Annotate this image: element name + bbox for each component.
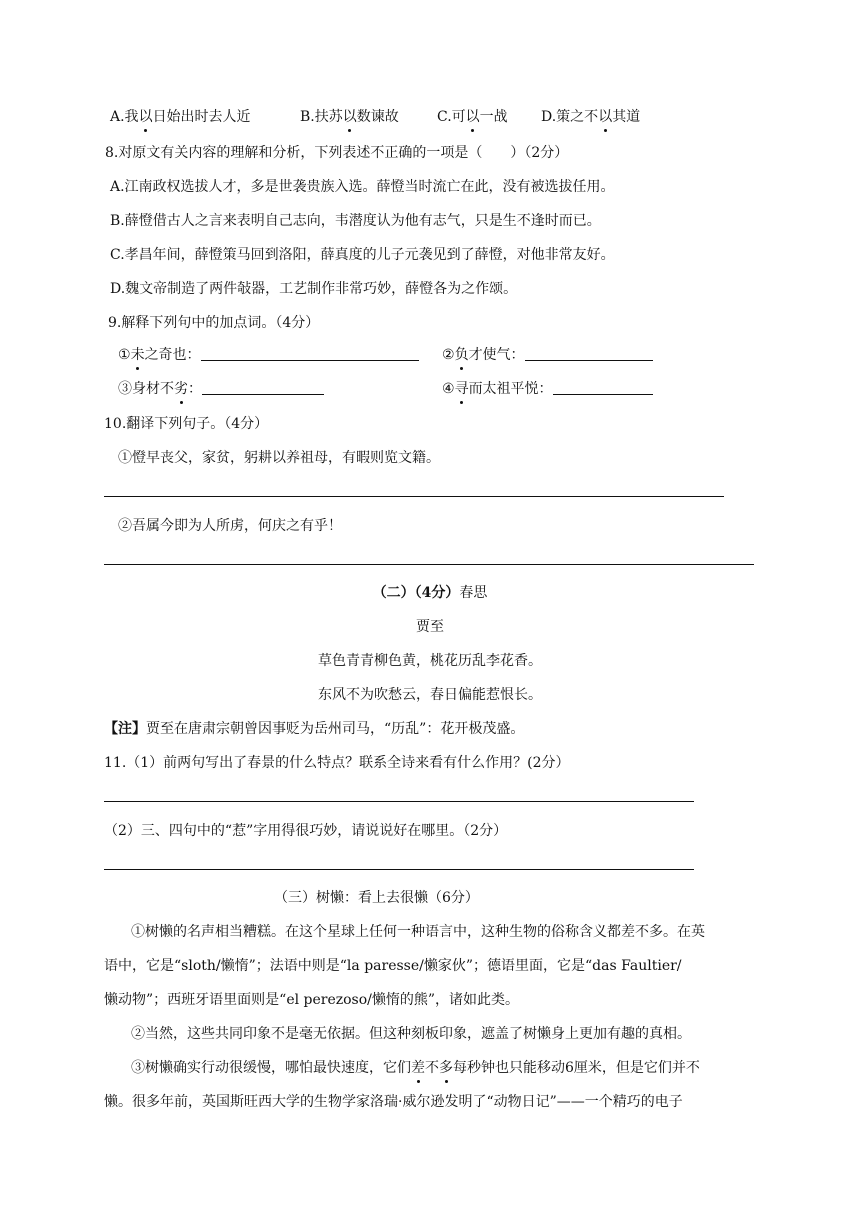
q9-stem: 9.解释下列句中的加点词。（4分） (108, 315, 320, 331)
emphasis-dot-char: 以 (465, 109, 480, 125)
emphasis-dot-char: 差 (411, 1060, 425, 1076)
answer-blank[interactable] (525, 346, 653, 361)
poem-line-2: 东风不为吹愁云，春日偏能惹恨长。 (318, 687, 542, 703)
emphasis-dot-char: 以 (138, 109, 153, 125)
q8-option-a: A.江南政权选拔人才，多是世袭贵族入选。薛憕当时流亡在此，没有被选拔任用。 (110, 179, 615, 195)
part3-para-2: ②当然，这些共同印象不是毫无依据。但这种刻板印象，遮盖了树懒身上更加有趣的真相。 (131, 1026, 691, 1042)
answer-line[interactable] (104, 801, 694, 802)
q9-item-1: ①未之奇也： (118, 345, 419, 365)
q10-stem: 10.翻译下列句子。（4分） (104, 416, 269, 432)
q10-sentence-2: ②吾属今即为人所虏，何庆之有乎！ (118, 518, 342, 534)
poem-author: 贾至 (416, 619, 444, 635)
part3-para-3-line-2: 懒。很多年前，英国斯旺西大学的生物学家洛瑞·威尔逊发明了“动物日记”——一个精巧的电子 (104, 1094, 683, 1110)
q7-option-a: A.我以日始出时去人近 (110, 109, 251, 125)
answer-line[interactable] (104, 564, 754, 565)
poem-note: 【注】贾至在唐肃宗朝曾因事贬为岳州司马，“历乱”：花开极茂盛。 (104, 721, 525, 737)
q8-option-b: B.薛憕借古人之言来表明自己志向，韦潜度认为他有志气，只是生不逢时而已。 (110, 213, 601, 229)
q7-option-c: C.可以一战 (437, 109, 508, 125)
part3-para-1-line-3: 懒动物”；西班牙语里面则是“el perezoso/懒惰的熊”，诸如此类。 (104, 992, 520, 1008)
emphasis-dot-char: 以 (598, 109, 613, 125)
answer-blank[interactable] (201, 346, 419, 361)
part3-para-3-line-1: ③树懒确实行动很缓慢，哪怕最快速度，它们差不多每秒钟也只能移动6厘米，但是它们并不 (131, 1060, 700, 1076)
q8-option-d: D.魏文帝制造了两件敧器，工艺制作非常巧妙，薛憕各为之作颂。 (110, 281, 518, 297)
answer-blank[interactable] (553, 380, 653, 395)
answer-line[interactable] (104, 496, 724, 497)
q10-sentence-1: ①憕早丧父，家贫，躬耕以养祖母，有暇则览文籍。 (118, 450, 440, 466)
poem-line-1: 草色青青柳色黄，桃花历乱李花香。 (318, 653, 542, 669)
part3-heading: （三）树懒：看上去很懒（6分） (274, 890, 479, 906)
emphasis-dot-char: 负 (454, 347, 469, 363)
q9-item-2: ②负才使气： (442, 345, 653, 365)
emphasis-dot-char: 未 (130, 347, 145, 363)
q11-part-2: （2）三、四句中的“惹”字用得很巧妙，请说说好在哪里。（2分） (104, 823, 508, 839)
emphasis-dot-char: 寻 (454, 381, 469, 397)
q8-option-c: C.孝昌年间，薛憕策马回到洛阳，薛真度的儿子元袭见到了薛憕，对他非常友好。 (110, 247, 615, 263)
q9-item-3: ③身材不劣： (118, 379, 324, 399)
emphasis-dot-char: 以 (342, 109, 357, 125)
answer-blank[interactable] (202, 380, 324, 395)
emphasis-dot-char: 劣 (174, 381, 188, 397)
q7-option-b: B.扶苏以数谏故 (300, 109, 399, 125)
poem-heading: （二）（4分）春思 (372, 585, 488, 601)
q8-stem: 8.对原文有关内容的理解和分析，下列表述不正确的一项是（ ）（2分） (105, 145, 569, 161)
emphasis-dot-char: 多 (439, 1060, 453, 1076)
q11-part-1: 11.（1）前两句写出了春景的什么特点？联系全诗来看有什么作用？(2分） (104, 755, 570, 771)
part3-para-1-line-2: 语中，它是“sloth/懒惰”；法语中则是“la paresse/懒家伙”；德语里面，它是“das Faultier/ (104, 958, 682, 974)
answer-line[interactable] (104, 869, 694, 870)
part3-para-1-line-1: ①树懒的名声相当糟糕。在这个星球上任何一种语言中，这种生物的俗称含义都差不多。在英 (131, 924, 705, 940)
q7-option-d: D.策之不以其道 (541, 109, 641, 125)
q9-item-4: ④寻而太祖平悦： (442, 379, 653, 399)
